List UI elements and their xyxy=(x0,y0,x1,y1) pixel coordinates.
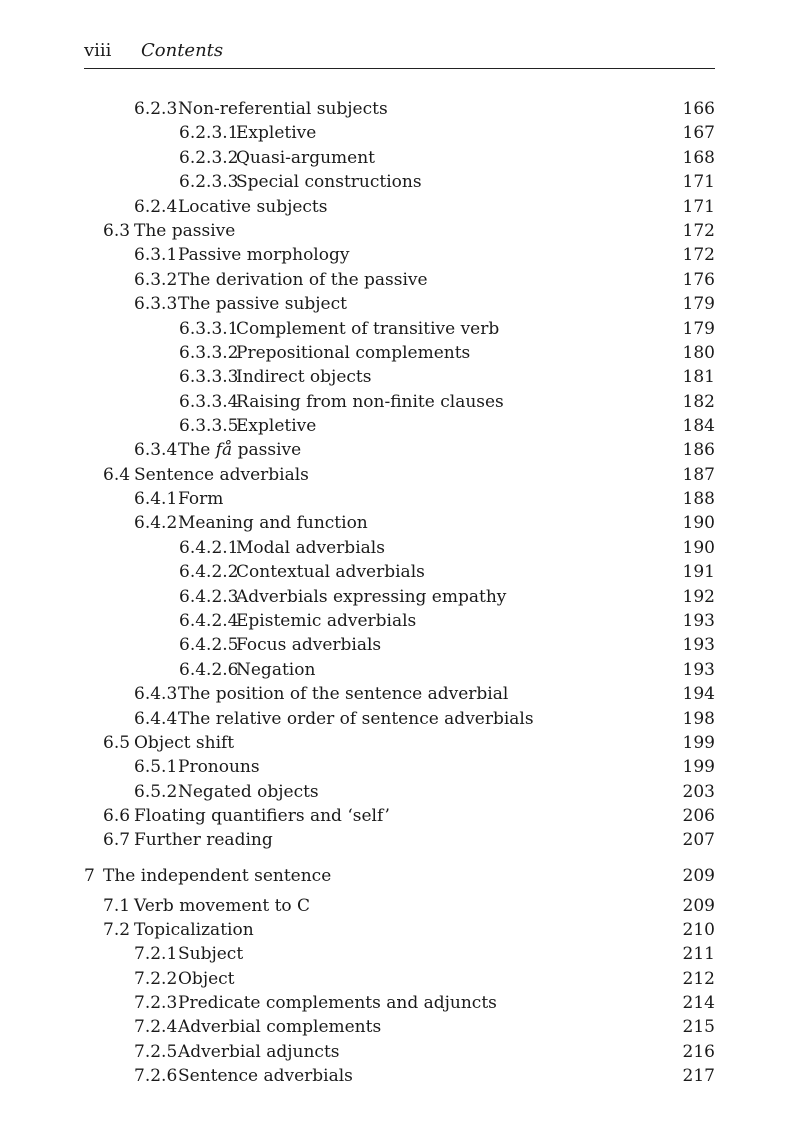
toc-entry-title: Indirect objects xyxy=(236,367,372,387)
toc-entry-page: 209 xyxy=(682,896,715,916)
toc-entry-number: 6.4.2.4 xyxy=(179,611,239,631)
toc-entry-page: 188 xyxy=(682,489,715,509)
toc-entry-title: Special constructions xyxy=(236,172,422,192)
toc-entry-title: Epistemic adverbials xyxy=(236,611,417,631)
toc-entry-page: 199 xyxy=(682,757,715,777)
toc-entry-page: 191 xyxy=(682,562,715,582)
toc-entry-page: 199 xyxy=(682,733,715,753)
toc-entry-title: Raising from non-finite clauses xyxy=(236,392,504,412)
toc-entry-number: 7.2 xyxy=(103,920,131,940)
toc-entry-page: 172 xyxy=(682,245,715,265)
toc-entry-number: 6.4.2 xyxy=(134,513,178,533)
toc-title-suffix: passive xyxy=(232,440,302,460)
toc-entry-page: 193 xyxy=(682,660,715,680)
toc-entry-page: 217 xyxy=(682,1066,715,1086)
toc-entry-title: Object xyxy=(178,969,235,989)
toc-entry-number: 7.2.6 xyxy=(134,1066,178,1086)
toc-entry-number: 6.2.3.3 xyxy=(179,172,239,192)
toc-entry-number: 6.4.2.1 xyxy=(179,538,239,558)
toc-entry-title: Object shift xyxy=(134,733,235,753)
toc-entry-page: 184 xyxy=(682,416,715,436)
toc-entry-page: 206 xyxy=(682,806,715,826)
toc-title-prefix: The xyxy=(178,440,216,460)
toc-entry-number: 6.4.1 xyxy=(134,489,178,509)
toc-entry-number: 7.2.4 xyxy=(134,1017,178,1037)
toc-entry-number: 6.2.3.1 xyxy=(179,123,239,143)
toc-entry-number: 6.2.3 xyxy=(134,99,178,119)
toc-entry-page: 176 xyxy=(682,270,715,290)
toc-entry-page: 212 xyxy=(682,969,715,989)
toc-entry-page: 216 xyxy=(682,1042,715,1062)
toc-entry-title: Locative subjects xyxy=(178,197,328,217)
toc-entry-title: Subject xyxy=(178,944,244,964)
toc-entry-title: Verb movement to C xyxy=(134,896,311,916)
toc-entry-number: 6.3.3.3 xyxy=(179,367,239,387)
toc-entry-page: 190 xyxy=(682,513,715,533)
header-page-number: viii xyxy=(84,40,112,61)
toc-entry-number: 7.2.5 xyxy=(134,1042,178,1062)
toc-entry-title: The passive subject xyxy=(178,294,347,314)
toc-entry-number: 7.2.3 xyxy=(134,993,178,1013)
toc-entry-page: 172 xyxy=(682,221,715,241)
toc-entry-title: Prepositional complements xyxy=(236,343,471,363)
toc-entry-page: 215 xyxy=(682,1017,715,1037)
toc-entry-number: 6.5.1 xyxy=(134,757,178,777)
toc-entry-page: 168 xyxy=(682,148,715,168)
toc-entry-number: 6.3.3.1 xyxy=(179,319,239,339)
toc-entry-number: 6.4.2.3 xyxy=(179,587,239,607)
toc-entry-page: 207 xyxy=(682,830,715,850)
toc-entry-number: 7.2.1 xyxy=(134,944,178,964)
toc-entry-title: Quasi-argument xyxy=(236,148,375,168)
toc-entry-title: Passive morphology xyxy=(178,245,350,265)
toc-entry-page: 179 xyxy=(682,319,715,339)
toc-entry-number: 6.4.2.6 xyxy=(179,660,239,680)
toc-entry-number: 6.3.3.5 xyxy=(179,416,239,436)
toc-entry-title: The position of the sentence adverbial xyxy=(178,684,509,704)
toc-entry-page: 171 xyxy=(682,197,715,217)
toc-entry-page: 181 xyxy=(682,367,715,387)
toc-entry-page: 203 xyxy=(682,782,715,802)
toc-entry-number: 6.3.1 xyxy=(134,245,178,265)
toc-entry-page: 192 xyxy=(682,587,715,607)
toc-entry-page: 190 xyxy=(682,538,715,558)
toc-entry-page: 193 xyxy=(682,635,715,655)
toc-entry-number: 6.4.2.2 xyxy=(179,562,239,582)
toc-entry-number: 6.3.3.2 xyxy=(179,343,239,363)
toc-entry-number: 6.4.4 xyxy=(134,709,178,729)
toc-entry-title: Meaning and function xyxy=(178,513,368,533)
toc-entry-title: Sentence adverbials xyxy=(178,1066,353,1086)
toc-entry-number: 6.3.3.4 xyxy=(179,392,239,412)
toc-entry-title: Sentence adverbials xyxy=(134,465,309,485)
toc-entry-title: Modal adverbials xyxy=(236,538,385,558)
toc-entry-number: 6.7 xyxy=(103,830,131,850)
toc-entry-page: 198 xyxy=(682,709,715,729)
toc-entry-number: 7 xyxy=(84,866,95,886)
toc-entry-number: 6.5 xyxy=(103,733,131,753)
toc-entry-number: 6.2.3.2 xyxy=(179,148,239,168)
toc-entry-title xyxy=(178,439,301,461)
toc-entry-page: 167 xyxy=(682,123,715,143)
toc-entry-page: 186 xyxy=(682,440,715,460)
toc-entry-title: Expletive xyxy=(236,123,317,143)
toc-entry-number: 6.5.2 xyxy=(134,782,178,802)
toc-entry-number: 7.2.2 xyxy=(134,969,178,989)
toc-entry-number: 6.4 xyxy=(103,465,131,485)
toc-entry-title: The independent sentence xyxy=(103,866,332,886)
toc-entry-page: 171 xyxy=(682,172,715,192)
toc-entry-title: Expletive xyxy=(236,416,317,436)
toc-entry-number: 6.3.3 xyxy=(134,294,178,314)
toc-entry-title: Negated objects xyxy=(178,782,319,802)
toc-entry-title: Topicalization xyxy=(134,920,254,940)
toc-entry-title: The passive xyxy=(134,221,236,241)
toc-entry-title: Complement of transitive verb xyxy=(236,319,500,339)
toc-entry-title: Pronouns xyxy=(178,757,260,777)
toc-entry-page: 182 xyxy=(682,392,715,412)
toc-entry-page: 214 xyxy=(682,993,715,1013)
toc-entry-title: Adverbial complements xyxy=(178,1017,382,1037)
header-running-title: Contents xyxy=(141,40,224,61)
toc-entry-title: Form xyxy=(178,489,224,509)
toc-entry-title: Negation xyxy=(236,660,316,680)
toc-entry-title: Contextual adverbials xyxy=(236,562,425,582)
toc-entry-page: 179 xyxy=(682,294,715,314)
toc-entry-page: 194 xyxy=(682,684,715,704)
toc-entry-number: 6.6 xyxy=(103,806,131,826)
toc-entry-title: Predicate complements and adjuncts xyxy=(178,993,497,1013)
toc-entry-number: 7.1 xyxy=(103,896,131,916)
toc-entry-title: Floating quantifiers and ‘self’ xyxy=(134,806,390,826)
toc-entry-page: 187 xyxy=(682,465,715,485)
toc-entry-title: Further reading xyxy=(134,830,273,850)
toc-entry-page: 210 xyxy=(682,920,715,940)
toc-title-italic-term: få xyxy=(215,440,233,460)
toc-entry-number: 6.3.2 xyxy=(134,270,178,290)
toc-entry-page: 193 xyxy=(682,611,715,631)
toc-entry-page: 211 xyxy=(682,944,715,964)
toc-entry-title: Focus adverbials xyxy=(236,635,382,655)
toc-entry-number: 6.2.4 xyxy=(134,197,178,217)
toc-entry-number: 6.4.2.5 xyxy=(179,635,239,655)
toc-entry-title: Adverbials expressing empathy xyxy=(236,587,507,607)
toc-entry-title: The relative order of sentence adverbials xyxy=(178,709,534,729)
toc-entry-title: The derivation of the passive xyxy=(178,270,428,290)
toc-entry-page: 180 xyxy=(682,343,715,363)
toc-entry-title: Non-referential subjects xyxy=(178,99,388,119)
toc-entry-page: 209 xyxy=(682,866,715,886)
toc-entry-page: 166 xyxy=(682,99,715,119)
toc-entry-number: 6.3 xyxy=(103,221,131,241)
toc-entry-number: 6.4.3 xyxy=(134,684,178,704)
toc-entry-number: 6.3.4 xyxy=(134,440,178,460)
toc-entry-title: Adverbial adjuncts xyxy=(178,1042,340,1062)
